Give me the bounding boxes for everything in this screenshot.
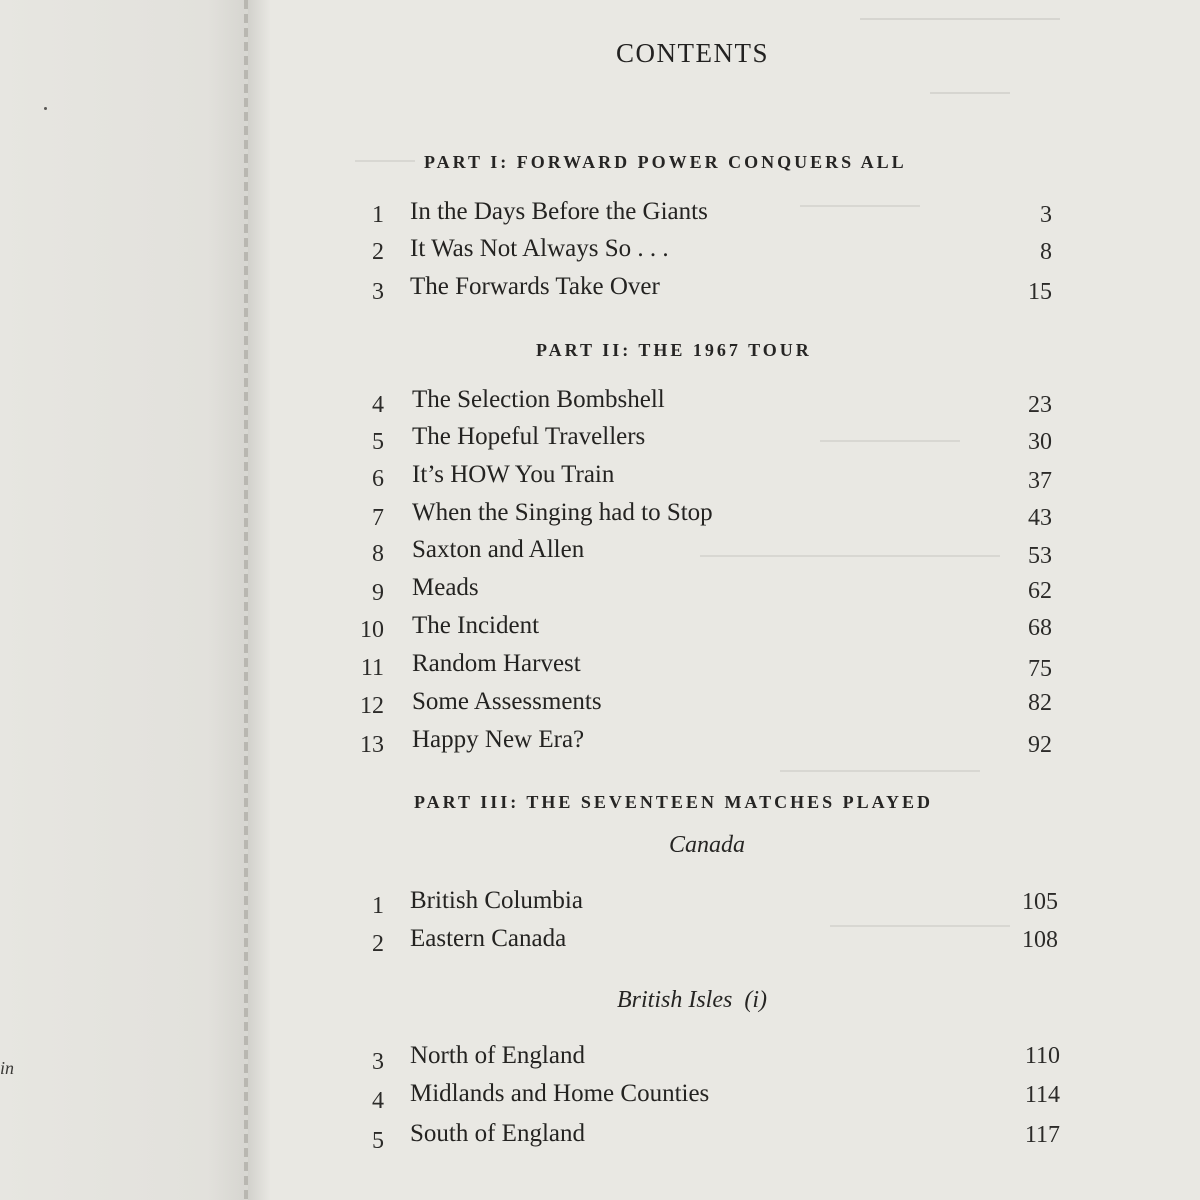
chapter-number: 1 (372, 202, 384, 228)
chapter-page: 30 (1028, 429, 1052, 455)
chapter-title: The Selection Bombshell (412, 386, 665, 413)
chapter-page: 82 (1028, 690, 1052, 716)
show-through-mark (355, 150, 415, 162)
section-title-british-isles (617, 987, 767, 1014)
show-through-mark (930, 82, 1010, 94)
match-title: South of England (410, 1120, 585, 1147)
chapter-number: 6 (372, 466, 384, 492)
chapter-number: 8 (372, 541, 384, 567)
show-through-mark (800, 195, 920, 207)
chapter-title: When the Singing had to Stop (412, 499, 713, 526)
show-through-mark (700, 545, 1000, 557)
match-page: 114 (1024, 1082, 1060, 1108)
page-title: CONTENTS (616, 38, 769, 68)
chapter-page: 37 (1028, 468, 1052, 494)
chapter-page: 23 (1028, 392, 1052, 418)
match-page: 108 (1022, 927, 1058, 953)
part-1-heading: PART I: FORWARD POWER CONQUERS ALL (424, 152, 907, 172)
chapter-title: Saxton and Allen (412, 536, 585, 563)
chapter-page: 8 (1040, 239, 1052, 265)
chapter-title: Happy New Era? (412, 726, 585, 753)
section-title-text: British Isles (617, 987, 733, 1013)
match-title: Eastern Canada (410, 925, 567, 952)
chapter-page: 75 (1028, 656, 1052, 682)
chapter-page: 62 (1028, 578, 1052, 604)
chapter-number: 11 (360, 655, 384, 681)
chapter-number: 3 (372, 279, 384, 305)
chapter-page: 43 (1028, 505, 1052, 531)
part-3-heading: PART III: THE SEVENTEEN MATCHES PLAYED (414, 792, 933, 812)
show-through-mark (830, 915, 1010, 927)
section-title-canada: Canada (669, 832, 746, 858)
show-through-mark (780, 760, 980, 772)
part-2-heading: PART II: THE 1967 TOUR (536, 340, 812, 360)
chapter-page: 3 (1040, 202, 1052, 228)
match-number: 1 (372, 893, 384, 919)
chapter-title: Random Harvest (412, 650, 581, 677)
chapter-number: 7 (372, 505, 384, 531)
match-title: Midlands and Home Counties (410, 1080, 710, 1107)
show-through-mark (860, 4, 1060, 20)
chapter-title: The Incident (412, 612, 540, 639)
chapter-number: 2 (372, 239, 384, 265)
gutter-shadow (248, 0, 270, 1200)
match-page: 117 (1024, 1122, 1060, 1148)
chapter-number: 12 (360, 693, 384, 719)
chapter-number: 5 (372, 429, 384, 455)
match-title: British Columbia (410, 887, 583, 914)
chapter-title: Meads (412, 574, 479, 601)
match-page: 105 (1022, 889, 1058, 915)
chapter-number: 10 (360, 617, 384, 643)
chapter-page: 68 (1028, 615, 1052, 641)
section-title-suffix: (i) (744, 987, 767, 1013)
contents-page (270, 0, 1200, 1200)
left-facing-page (0, 0, 244, 1200)
match-number: 3 (372, 1049, 384, 1075)
chapter-title: The Hopeful Travellers (412, 423, 646, 450)
chapter-title: Some Assessments (412, 688, 602, 715)
left-page-text-fragment: in (0, 1058, 15, 1078)
chapter-page: 53 (1028, 543, 1052, 569)
chapter-number: 13 (360, 732, 384, 758)
chapter-title: In the Days Before the Giants (410, 198, 708, 225)
match-number: 4 (372, 1088, 384, 1114)
chapter-page: 15 (1028, 279, 1052, 305)
chapter-number: 9 (372, 580, 384, 606)
match-title: North of England (410, 1042, 585, 1069)
match-number: 5 (372, 1128, 384, 1154)
chapter-title: It Was Not Always So . . . (410, 235, 669, 262)
show-through-mark (820, 430, 960, 442)
chapter-title: It’s HOW You Train (412, 461, 615, 488)
page-speck (44, 107, 47, 110)
chapter-title: The Forwards Take Over (410, 273, 660, 300)
chapter-number: 4 (372, 392, 384, 418)
match-number: 2 (372, 931, 384, 957)
chapter-page: 92 (1028, 732, 1052, 758)
match-page: 110 (1024, 1043, 1060, 1069)
